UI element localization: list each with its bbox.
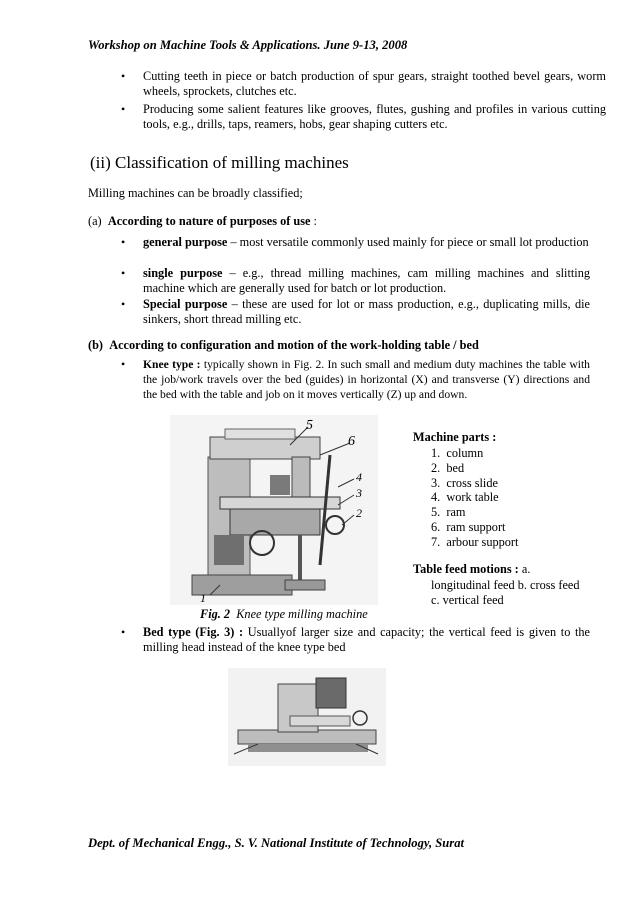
part-a-item-3 <box>143 297 590 327</box>
callout-2: 2 <box>356 506 362 520</box>
item-text: – most versatile commonly used mainly for piece or small lot production <box>227 235 589 249</box>
intro-bullet-2: Producing some salient features like grooves, flutes, gushing and profiles in various cutting tools, e.g., drills, taps, reamers, hobs, gear shaping cutters etc. <box>143 102 606 131</box>
part-b-item-2 <box>143 625 590 655</box>
list-item: 1. column <box>431 446 484 460</box>
list-item: 5. ram <box>431 505 466 520</box>
part-a-item-2 <box>143 266 590 296</box>
machine-parts-title: Machine parts : <box>413 430 497 444</box>
callout-5: 5 <box>306 418 313 433</box>
part-b-item-1 <box>143 357 590 402</box>
list-item: 3. cross slide <box>431 475 498 490</box>
table-feed-line2: longitudinal feed b. cross feed <box>431 578 580 592</box>
table-feed-line3: c. vertical feed <box>431 593 504 607</box>
bullet-icon: • <box>121 69 126 83</box>
list-item: 6. ram support <box>431 519 506 534</box>
machine-parts-list <box>431 446 518 550</box>
figure-2-caption <box>200 607 368 622</box>
bullet-icon: • <box>121 235 126 249</box>
part-b-label: (b) <box>88 338 104 352</box>
part-b-heading <box>88 338 608 353</box>
part-a-suffix: : <box>310 214 317 228</box>
table-feed-title: Table feed motions : <box>413 562 519 576</box>
term: single purpose <box>143 266 223 280</box>
part-a-title: According to nature of purposes of use <box>107 214 311 228</box>
page-header: Workshop on Machine Tools & Applications. June 9-13, 2008 <box>88 38 408 52</box>
part-a-heading <box>88 214 608 229</box>
intro-line: Milling machines can be broadly classified; <box>88 186 303 200</box>
bullet-icon: • <box>121 102 126 116</box>
callout-1: 1 <box>200 591 206 605</box>
item-text: – these are used for lot or mass production, e.g., duplicating mills, die sinkers, short thread milling etc. <box>143 297 590 326</box>
term: Special purpose <box>143 297 228 311</box>
bullet-icon: • <box>121 625 126 639</box>
table-feed-a: a. <box>518 562 531 576</box>
list-item: 7. arbour support <box>431 534 519 549</box>
figure-2-image <box>170 415 378 605</box>
page-footer: Dept. of Mechanical Engg., S. V. National Institute of Technology, Surat <box>88 836 465 850</box>
callout-6: 6 <box>348 434 355 449</box>
term: Bed type (Fig. 3) : <box>143 625 244 639</box>
item-text: typically shown in Fig. 2. In such small and medium duty machines the table with the job/work travels over the bed (guides) in horizontal (X) and transverse (Y) directions and the bed with the table and job on it moves vertically (Z) up and down. <box>143 358 590 401</box>
figure-label: Fig. 2 <box>200 607 231 621</box>
callout-3: 3 <box>356 486 362 500</box>
bullet-icon: • <box>121 357 126 371</box>
part-a-label: (a) <box>88 214 102 228</box>
item-text: Usuallyof larger size and capacity; the vertical feed is given to the milling head instead of the knee type bed <box>143 625 591 654</box>
figure-caption-text: Knee type milling machine <box>236 607 368 621</box>
bullet-icon: • <box>121 266 126 280</box>
term: Knee type : <box>143 358 201 371</box>
part-b-title: According to configuration and motion of the work-holding table / bed <box>109 338 479 352</box>
part-a-item-1 <box>143 235 590 250</box>
section-title: (ii) Classification of milling machines <box>90 153 349 172</box>
table-feed-line1 <box>413 562 530 577</box>
item-text: – e.g., thread milling machines, cam milling machines and slitting machine which are generally used for batch or lot production. <box>143 266 590 295</box>
list-item: 4. work table <box>431 490 499 505</box>
term: general purpose <box>143 235 228 249</box>
figure-3-image <box>228 668 386 766</box>
list-item: 2. bed <box>431 460 465 475</box>
intro-bullet-1: Cutting teeth in piece or batch production of spur gears, straight toothed bevel gears, worm wheels, sprockets, clutches etc. <box>143 69 606 98</box>
bullet-icon: • <box>121 297 126 311</box>
callout-4: 4 <box>356 470 362 484</box>
